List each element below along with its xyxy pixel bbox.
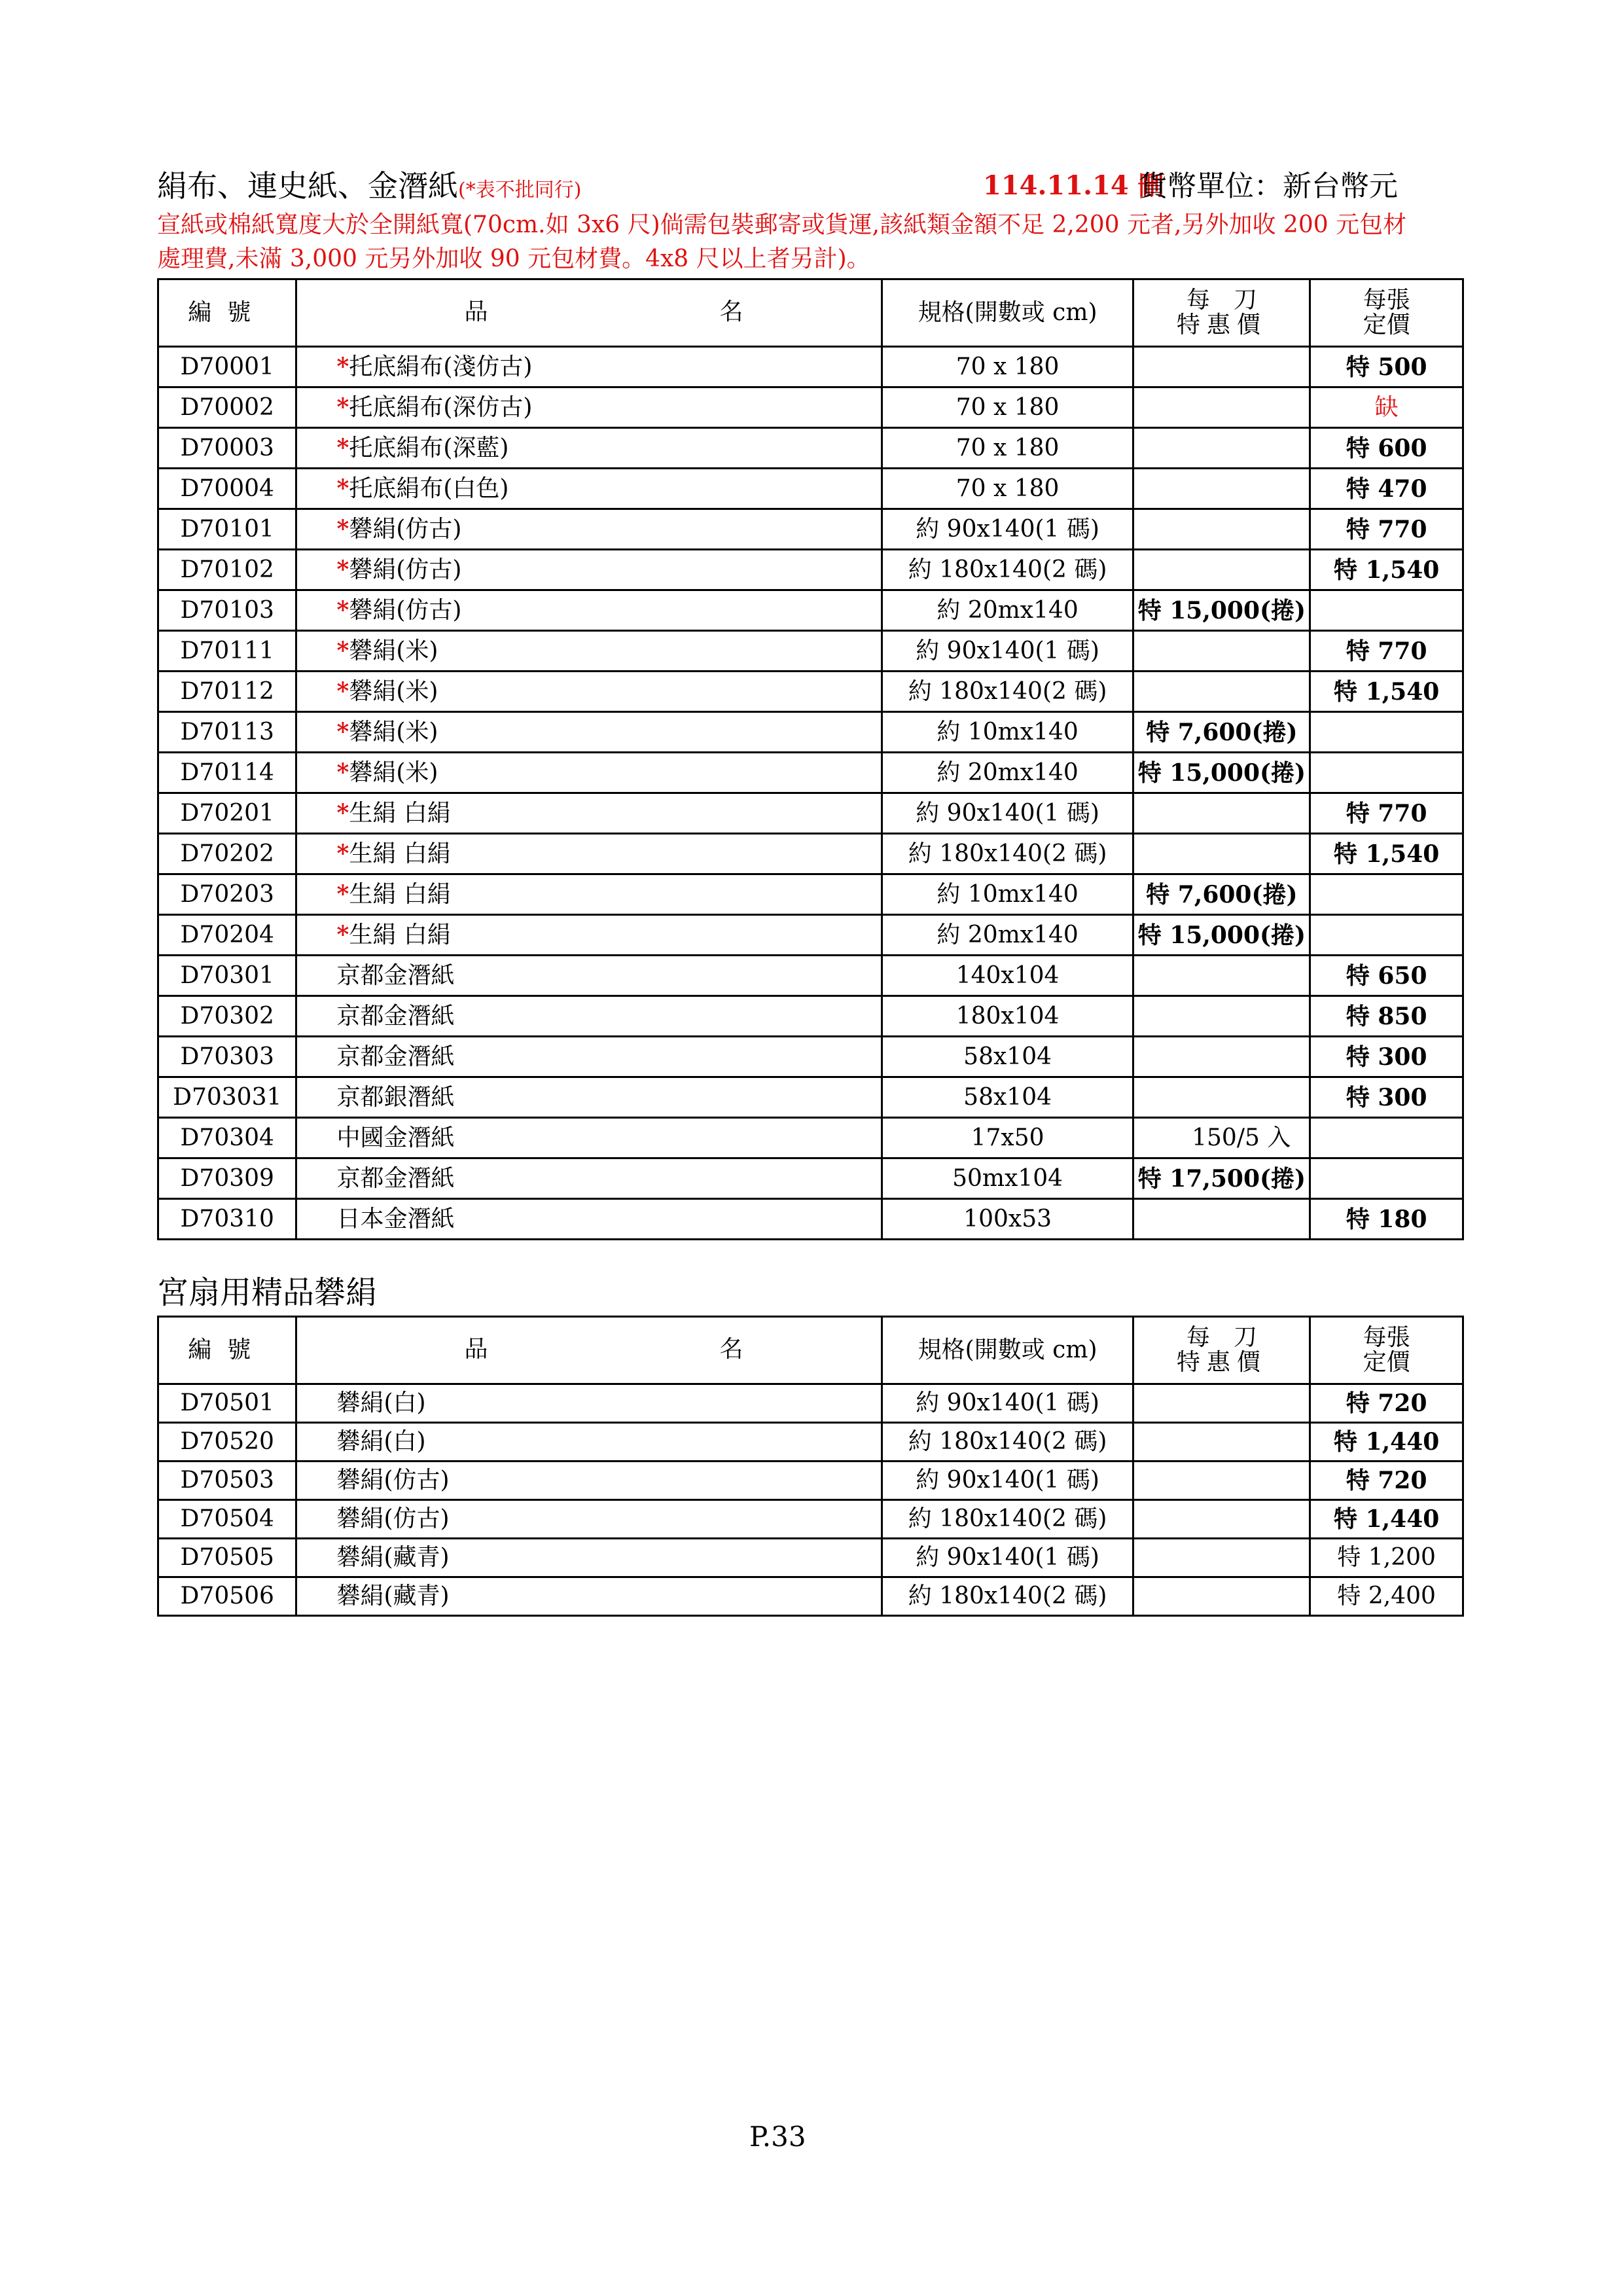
no-wholesale-mark: * bbox=[336, 556, 349, 583]
item-spec: 70 x 180 bbox=[882, 387, 1133, 428]
item-spec: 約 180x140(2 碼) bbox=[882, 550, 1133, 590]
header-unit-price bbox=[1310, 1317, 1463, 1384]
table-row bbox=[158, 1158, 1463, 1199]
item-code: D70202 bbox=[158, 834, 296, 874]
item-name bbox=[296, 753, 882, 793]
item-code: D70111 bbox=[158, 631, 296, 672]
item-spec: 約 180x140(2 碼) bbox=[882, 834, 1133, 874]
item-code: D70501 bbox=[158, 1384, 296, 1423]
item-name-text: 京都金潛紙 bbox=[336, 961, 455, 989]
table-row bbox=[158, 1462, 1463, 1500]
table-row bbox=[158, 550, 1463, 590]
currency-unit: 貨幣單位：新台幣元 bbox=[1139, 170, 1398, 203]
item-code: D70301 bbox=[158, 956, 296, 996]
notice-line-1: 宣紙或棉紙寬度大於全開紙寬(70cm.如 3x6 尺)倘需包裝郵寄或貨運,該紙類金額不足 2,200 元者,另外加收 200 元包材 bbox=[157, 211, 1407, 238]
no-wholesale-mark: * bbox=[336, 637, 349, 664]
item-name bbox=[296, 387, 882, 428]
bulk-price: 特 7,600(捲) bbox=[1133, 712, 1310, 753]
item-spec: 140x104 bbox=[882, 956, 1133, 996]
header-unit-line1: 每張 bbox=[1363, 287, 1410, 314]
header-spec: 規格(開數或 cm) bbox=[882, 279, 1133, 347]
header-code: 編號 bbox=[158, 1317, 296, 1384]
unit-price: 特 1,440 bbox=[1310, 1500, 1463, 1539]
unit-price: 特 770 bbox=[1310, 509, 1463, 550]
item-name-text: 托底絹布(白色) bbox=[349, 475, 509, 502]
item-name-text: 礬絹(仿古) bbox=[349, 556, 462, 583]
item-spec: 約 20mx140 bbox=[882, 590, 1133, 631]
item-spec: 約 10mx140 bbox=[882, 712, 1133, 753]
item-code: D70302 bbox=[158, 996, 296, 1037]
unit-price: 特 470 bbox=[1310, 469, 1463, 509]
unit-price: 特 1,200 bbox=[1310, 1539, 1463, 1577]
bulk-price bbox=[1133, 387, 1310, 428]
notice-line-2: 處理費,未滿 3,000 元另外加收 90 元包材費。4x8 尺以上者另計)。 bbox=[157, 245, 870, 272]
item-code: D70520 bbox=[158, 1423, 296, 1462]
item-name-text: 京都金潛紙 bbox=[336, 1043, 455, 1070]
item-code: D70101 bbox=[158, 509, 296, 550]
item-spec: 約 180x140(2 碼) bbox=[882, 1500, 1133, 1539]
bulk-price: 特 7,600(捲) bbox=[1133, 874, 1310, 915]
bulk-price bbox=[1133, 1077, 1310, 1118]
revision-date: 114.11.14 刪 bbox=[983, 170, 1164, 201]
no-wholesale-mark: * bbox=[336, 921, 349, 948]
title-row bbox=[157, 162, 1459, 202]
header-bulk-price bbox=[1133, 279, 1310, 347]
shipping-notice bbox=[157, 208, 1479, 276]
item-name-text: 托底絹布(淺仿古) bbox=[349, 353, 533, 380]
table-row bbox=[158, 428, 1463, 469]
item-spec: 約 20mx140 bbox=[882, 915, 1133, 956]
item-code: D70504 bbox=[158, 1500, 296, 1539]
item-code: D70505 bbox=[158, 1539, 296, 1577]
item-name bbox=[296, 1423, 882, 1462]
header-unit-line2: 定價 bbox=[1363, 1349, 1410, 1376]
unit-price: 特 770 bbox=[1310, 793, 1463, 834]
item-spec: 約 180x140(2 碼) bbox=[882, 672, 1133, 712]
table-row bbox=[158, 753, 1463, 793]
bulk-price bbox=[1133, 1539, 1310, 1577]
unit-price bbox=[1310, 915, 1463, 956]
item-name bbox=[296, 347, 882, 387]
item-name-text: 中國金潛紙 bbox=[336, 1124, 455, 1151]
item-spec: 17x50 bbox=[882, 1118, 1133, 1158]
bulk-price bbox=[1133, 793, 1310, 834]
unit-price bbox=[1310, 753, 1463, 793]
header-name-left: 品 bbox=[464, 1336, 488, 1363]
no-wholesale-mark: * bbox=[336, 434, 349, 461]
item-name bbox=[296, 1158, 882, 1199]
table-row bbox=[158, 1384, 1463, 1423]
table-body bbox=[158, 347, 1463, 1240]
unit-price bbox=[1310, 874, 1463, 915]
item-code: D70304 bbox=[158, 1118, 296, 1158]
item-spec: 70 x 180 bbox=[882, 469, 1133, 509]
table-row bbox=[158, 590, 1463, 631]
bulk-price bbox=[1133, 1423, 1310, 1462]
unit-price: 特 600 bbox=[1310, 428, 1463, 469]
table-row bbox=[158, 1539, 1463, 1577]
table-row bbox=[158, 387, 1463, 428]
item-name bbox=[296, 631, 882, 672]
title-text: 絹布、連史紙、金潛紙 bbox=[157, 168, 458, 204]
header-unit-line1: 每張 bbox=[1363, 1324, 1410, 1351]
item-code: D70303 bbox=[158, 1037, 296, 1077]
item-name bbox=[296, 428, 882, 469]
item-code: D70001 bbox=[158, 347, 296, 387]
bulk-price bbox=[1133, 347, 1310, 387]
unit-price: 特 1,440 bbox=[1310, 1423, 1463, 1462]
no-wholesale-mark: * bbox=[336, 718, 349, 745]
item-name bbox=[296, 509, 882, 550]
no-wholesale-mark: * bbox=[336, 596, 349, 624]
item-code: D70102 bbox=[158, 550, 296, 590]
header-name-right: 名 bbox=[719, 1336, 743, 1363]
item-name-text: 礬絹(藏青) bbox=[336, 1583, 450, 1609]
item-name bbox=[296, 1118, 882, 1158]
item-spec: 約 90x140(1 碼) bbox=[882, 631, 1133, 672]
item-name-text: 礬絹(仿古) bbox=[336, 1505, 450, 1532]
item-code: D70201 bbox=[158, 793, 296, 834]
item-spec: 約 90x140(1 碼) bbox=[882, 1462, 1133, 1500]
unit-price bbox=[1310, 712, 1463, 753]
table-row bbox=[158, 631, 1463, 672]
header-bulk-line1: 每 刀 bbox=[1186, 287, 1257, 314]
item-name-text: 日本金潛紙 bbox=[336, 1205, 455, 1232]
bulk-price bbox=[1133, 428, 1310, 469]
item-spec: 約 180x140(2 碼) bbox=[882, 1423, 1133, 1462]
no-wholesale-mark: * bbox=[336, 840, 349, 867]
table-row bbox=[158, 874, 1463, 915]
item-name-text: 礬絹(仿古) bbox=[349, 516, 462, 543]
item-spec: 180x104 bbox=[882, 996, 1133, 1037]
unit-price: 特 180 bbox=[1310, 1199, 1463, 1240]
table-row bbox=[158, 956, 1463, 996]
item-name bbox=[296, 712, 882, 753]
header-bulk-price bbox=[1133, 1317, 1310, 1384]
item-spec: 約 90x140(1 碼) bbox=[882, 793, 1133, 834]
bulk-price bbox=[1133, 672, 1310, 712]
item-name-text: 生絹 白絹 bbox=[349, 922, 451, 948]
item-code: D70204 bbox=[158, 915, 296, 956]
item-code: D70003 bbox=[158, 428, 296, 469]
title-note: (*表不批同行) bbox=[458, 179, 582, 202]
price-table-silk bbox=[157, 278, 1464, 1240]
unit-price bbox=[1310, 1118, 1463, 1158]
item-name bbox=[296, 469, 882, 509]
item-name bbox=[296, 1199, 882, 1240]
bulk-price: 特 15,000(捲) bbox=[1133, 915, 1310, 956]
header-name-left: 品 bbox=[464, 298, 488, 325]
bulk-price bbox=[1133, 1500, 1310, 1539]
table-header-row bbox=[158, 279, 1463, 347]
table-row bbox=[158, 996, 1463, 1037]
item-name-text: 京都金潛紙 bbox=[336, 1002, 455, 1030]
item-name bbox=[296, 874, 882, 915]
item-spec: 100x53 bbox=[882, 1199, 1133, 1240]
unit-price: 特 650 bbox=[1310, 956, 1463, 996]
no-wholesale-mark: * bbox=[336, 677, 349, 705]
item-spec: 約 10mx140 bbox=[882, 874, 1133, 915]
header-bulk-line1: 每 刀 bbox=[1186, 1324, 1257, 1351]
bulk-price bbox=[1133, 1199, 1310, 1240]
table-row bbox=[158, 834, 1463, 874]
item-name-text: 礬絹(米) bbox=[349, 759, 438, 786]
unit-price bbox=[1310, 1158, 1463, 1199]
item-spec: 約 90x140(1 碼) bbox=[882, 1539, 1133, 1577]
item-name-text: 礬絹(米) bbox=[349, 678, 438, 705]
item-spec: 約 20mx140 bbox=[882, 753, 1133, 793]
table-header-row bbox=[158, 1317, 1463, 1384]
no-wholesale-mark: * bbox=[336, 475, 349, 502]
table-row bbox=[158, 509, 1463, 550]
item-name-text: 生絹 白絹 bbox=[349, 881, 451, 908]
item-name bbox=[296, 1077, 882, 1118]
unit-price: 特 1,540 bbox=[1310, 550, 1463, 590]
item-name bbox=[296, 1539, 882, 1577]
item-spec: 約 90x140(1 碼) bbox=[882, 1384, 1133, 1423]
item-name bbox=[296, 1577, 882, 1616]
bulk-price: 150/5 入 bbox=[1133, 1118, 1310, 1158]
item-name-text: 礬絹(仿古) bbox=[349, 597, 462, 624]
unit-price: 特 300 bbox=[1310, 1077, 1463, 1118]
bulk-price bbox=[1133, 996, 1310, 1037]
header-name bbox=[296, 279, 882, 347]
item-spec: 70 x 180 bbox=[882, 428, 1133, 469]
item-name-text: 礬絹(白) bbox=[336, 1428, 426, 1455]
item-name bbox=[296, 672, 882, 712]
item-spec: 58x104 bbox=[882, 1077, 1133, 1118]
item-name-text: 礬絹(米) bbox=[349, 719, 438, 745]
item-code: D70309 bbox=[158, 1158, 296, 1199]
table-row bbox=[158, 1199, 1463, 1240]
page-number: P.33 bbox=[749, 2121, 806, 2153]
section-title: 宮扇用精品礬絹 bbox=[157, 1274, 378, 1311]
bulk-price: 特 17,500(捲) bbox=[1133, 1158, 1310, 1199]
bulk-price bbox=[1133, 1037, 1310, 1077]
unit-price: 特 770 bbox=[1310, 631, 1463, 672]
bulk-price bbox=[1133, 834, 1310, 874]
no-wholesale-mark: * bbox=[336, 353, 349, 380]
bulk-price bbox=[1133, 1384, 1310, 1423]
bulk-price: 特 15,000(捲) bbox=[1133, 590, 1310, 631]
item-name-text: 生絹 白絹 bbox=[349, 800, 451, 827]
table-row bbox=[158, 1500, 1463, 1539]
table-row bbox=[158, 1118, 1463, 1158]
header-bulk-line2: 特惠價 bbox=[1176, 312, 1267, 338]
bulk-price bbox=[1133, 956, 1310, 996]
header-name-right: 名 bbox=[719, 298, 743, 325]
item-name-text: 礬絹(米) bbox=[349, 637, 438, 664]
item-name-text: 礬絹(白) bbox=[336, 1390, 426, 1416]
item-code: D70103 bbox=[158, 590, 296, 631]
no-wholesale-mark: * bbox=[336, 393, 349, 421]
table-row bbox=[158, 1423, 1463, 1462]
no-wholesale-mark: * bbox=[336, 799, 349, 827]
item-name bbox=[296, 1384, 882, 1423]
table-row bbox=[158, 793, 1463, 834]
unit-price: 特 1,540 bbox=[1310, 834, 1463, 874]
bulk-price bbox=[1133, 631, 1310, 672]
header-unit-line2: 定價 bbox=[1363, 312, 1410, 338]
unit-price: 特 1,540 bbox=[1310, 672, 1463, 712]
item-name bbox=[296, 996, 882, 1037]
table-row bbox=[158, 1077, 1463, 1118]
table-row bbox=[158, 712, 1463, 753]
item-name bbox=[296, 793, 882, 834]
unit-price: 特 720 bbox=[1310, 1462, 1463, 1500]
item-name bbox=[296, 834, 882, 874]
item-code: D70203 bbox=[158, 874, 296, 915]
item-name-text: 礬絹(藏青) bbox=[336, 1544, 450, 1571]
header-spec: 規格(開數或 cm) bbox=[882, 1317, 1133, 1384]
item-name-text: 托底絹布(深藍) bbox=[349, 435, 509, 461]
item-code: D70113 bbox=[158, 712, 296, 753]
item-spec: 約 90x140(1 碼) bbox=[882, 509, 1133, 550]
item-name-text: 托底絹布(深仿古) bbox=[349, 394, 533, 421]
item-spec: 50mx104 bbox=[882, 1158, 1133, 1199]
header-unit-price bbox=[1310, 279, 1463, 347]
table-row bbox=[158, 915, 1463, 956]
item-code: D70506 bbox=[158, 1577, 296, 1616]
item-code: D70114 bbox=[158, 753, 296, 793]
header-name bbox=[296, 1317, 882, 1384]
item-name bbox=[296, 550, 882, 590]
item-name bbox=[296, 915, 882, 956]
item-code: D70002 bbox=[158, 387, 296, 428]
unit-price: 缺 bbox=[1310, 387, 1463, 428]
unit-price: 特 300 bbox=[1310, 1037, 1463, 1077]
unit-price: 特 720 bbox=[1310, 1384, 1463, 1423]
item-name-text: 礬絹(仿古) bbox=[336, 1467, 450, 1494]
table-row bbox=[158, 672, 1463, 712]
table-row bbox=[158, 1577, 1463, 1616]
unit-price bbox=[1310, 590, 1463, 631]
item-name-text: 京都銀潛紙 bbox=[336, 1083, 455, 1111]
bulk-price: 特 15,000(捲) bbox=[1133, 753, 1310, 793]
bulk-price bbox=[1133, 1577, 1310, 1616]
no-wholesale-mark: * bbox=[336, 759, 349, 786]
table-body bbox=[158, 1384, 1463, 1616]
table-row bbox=[158, 347, 1463, 387]
unit-price: 特 500 bbox=[1310, 347, 1463, 387]
no-wholesale-mark: * bbox=[336, 880, 349, 908]
price-table-fan-silk bbox=[157, 1316, 1464, 1617]
item-code: D70503 bbox=[158, 1462, 296, 1500]
unit-price: 特 850 bbox=[1310, 996, 1463, 1037]
table-row bbox=[158, 1037, 1463, 1077]
item-name bbox=[296, 1462, 882, 1500]
item-spec: 70 x 180 bbox=[882, 347, 1133, 387]
item-name bbox=[296, 956, 882, 996]
header-bulk-line2: 特惠價 bbox=[1176, 1349, 1267, 1376]
item-name-text: 京都金潛紙 bbox=[336, 1164, 455, 1192]
item-name bbox=[296, 590, 882, 631]
no-wholesale-mark: * bbox=[336, 515, 349, 543]
bulk-price bbox=[1133, 1462, 1310, 1500]
table-row bbox=[158, 469, 1463, 509]
page-title bbox=[157, 162, 581, 206]
item-spec: 58x104 bbox=[882, 1037, 1133, 1077]
item-name-text: 生絹 白絹 bbox=[349, 840, 451, 867]
item-name bbox=[296, 1037, 882, 1077]
item-code: D70004 bbox=[158, 469, 296, 509]
item-name bbox=[296, 1500, 882, 1539]
item-spec: 約 180x140(2 碼) bbox=[882, 1577, 1133, 1616]
bulk-price bbox=[1133, 469, 1310, 509]
header-code: 編號 bbox=[158, 279, 296, 347]
bulk-price bbox=[1133, 509, 1310, 550]
item-code: D703031 bbox=[158, 1077, 296, 1118]
item-code: D70112 bbox=[158, 672, 296, 712]
item-code: D70310 bbox=[158, 1199, 296, 1240]
unit-price: 特 2,400 bbox=[1310, 1577, 1463, 1616]
bulk-price bbox=[1133, 550, 1310, 590]
